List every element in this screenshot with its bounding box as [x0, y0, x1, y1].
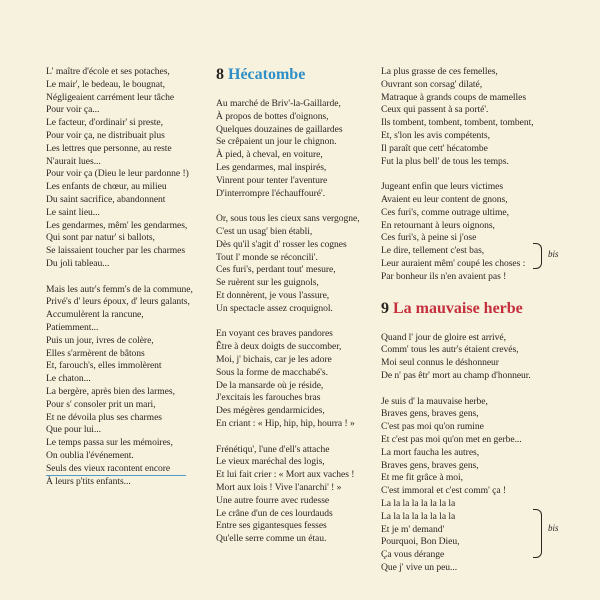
- lyric-line: Des mégères gendarmicides,: [216, 405, 325, 417]
- lyric-line: En retournant à leurs oignons,: [381, 219, 495, 231]
- lyric-line: Braves gens, braves gens,: [381, 408, 479, 420]
- lyric-line: Mort aux lois ! Vive l'anarchi' ! »: [216, 481, 342, 493]
- lyric-line: Le dire, tellement c'est bas,: [381, 245, 485, 257]
- song-9-stanza: [381, 332, 541, 383]
- lyric-line: Les enfants de chœur, au milieu: [46, 181, 167, 193]
- lyric-line: Le temps passa sur les mémoires,: [46, 437, 173, 449]
- lyric-line: Dès qu'il s'agit d' rosser les cognes: [216, 238, 347, 250]
- lyric-line: En voyant ces braves pandores: [216, 328, 333, 340]
- lyric-line: Ça vous dérange: [381, 549, 445, 561]
- lyric-line: Jugeant enfin que leurs victimes: [381, 181, 504, 193]
- lyric-line: C'est immoral et c'est comm' ça !: [381, 485, 507, 497]
- lyric-line: C'est pas moi qu'on rumine: [381, 421, 484, 433]
- lyric-line: Ces furi's, comme outrage ultime,: [381, 206, 509, 218]
- lyric-line: La mort faucha les autres,: [381, 446, 480, 458]
- lyric-line: Et lui fait crier : « Mort aux vaches !: [216, 469, 355, 481]
- left-stanza: [46, 66, 206, 271]
- song-8-number: 8: [216, 66, 224, 83]
- lyric-line: Pour s' consoler prit un mari,: [46, 398, 156, 410]
- lyric-line: Le chaton...: [46, 373, 91, 385]
- lyric-line: De n' pas êtr' mort au champ d'honneur.: [381, 369, 531, 381]
- lyric-line: Et ne dévoila plus ses charmes: [46, 411, 162, 423]
- lyric-line: Du saint sacrifice, abandonnent: [46, 193, 166, 205]
- lyric-line: Une autre fourre avec rudesse: [216, 494, 330, 506]
- lyric-line: Matraque à grands coups de mamelles: [381, 91, 527, 103]
- lyric-line: Le facteur, d'ordinair' si preste,: [46, 117, 163, 129]
- song-9-number: 9: [381, 299, 389, 317]
- lyric-line: On oublia l'événement.: [46, 449, 134, 461]
- lyric-line: Patiemment...: [46, 321, 99, 333]
- lyric-line: Comm' tous les autr's étaient crevés,: [381, 344, 519, 356]
- lyric-line: Un spectacle assez croquignol.: [216, 302, 333, 314]
- song-8-name: Hécatombe: [228, 66, 306, 83]
- lyric-line: Leur auraient mêm' coupé les choses :: [381, 257, 526, 269]
- song-8-stanza: [216, 98, 376, 200]
- left-stanza: [46, 284, 206, 489]
- lyric-line: Elles s'armèrent de bâtons: [46, 347, 145, 359]
- lyric-line: Que j' vive un peu...: [381, 561, 458, 573]
- song-8-title: [216, 66, 376, 84]
- lyric-line: À pied, à cheval, en voiture,: [216, 149, 323, 161]
- lyric-line: Frénétiqu', l'une d'ell's attache: [216, 443, 330, 455]
- lyric-line: Fut la plus bell' de tous les temps.: [381, 155, 509, 167]
- lyric-line: N'aurait lues...: [46, 155, 101, 167]
- lyric-line: Entre ses gigantesques fesses: [216, 520, 327, 532]
- lyric-line: D'interrompre l'échauffouré'.: [216, 187, 326, 199]
- lyric-line: Moi seul connus le déshonneur: [381, 357, 499, 369]
- lyric-line: Les lettres que personne, au reste: [46, 142, 172, 154]
- lyric-line: Vinrent pour tenter l'aventure: [216, 174, 328, 186]
- lyric-line: La bergère, après bien des larmes,: [46, 385, 175, 397]
- lyric-line: De la mansarde où je réside,: [216, 379, 324, 391]
- lyric-line: Les gendarmes, mêm' les gendarmes,: [46, 219, 188, 231]
- lyric-line: Seuls des vieux racontent encore: [46, 462, 171, 474]
- lyric-line: Tout l' monde se réconcili'.: [216, 251, 318, 263]
- bis-brace-1: [533, 243, 542, 269]
- lyric-line: Se ruèrent sur les guignols,: [216, 277, 319, 289]
- lyric-line: Pour voir ça (Dieu le leur pardonne !): [46, 168, 189, 180]
- lyric-line: Mais les autr's femm's de la commune,: [46, 283, 193, 295]
- lyric-line: L' maître d'école et ses potaches,: [46, 66, 170, 77]
- lyric-line: Accumulèrent la rancune,: [46, 309, 144, 321]
- lyric-line: Je suis d' la mauvaise herbe,: [381, 395, 488, 407]
- lyric-line: Par bonheur ils n'en avaient pas !: [381, 270, 507, 282]
- lyric-line: Moi, j' bichais, car je les adore: [216, 353, 332, 365]
- lyric-line: Quand l' jour de gloire est arrivé,: [381, 331, 506, 343]
- lyric-line: Se laissaient toucher par les charmes: [46, 245, 186, 257]
- song-9-lyrics: [381, 332, 541, 575]
- lyric-line: Ces furi's, perdant tout' mesure,: [216, 264, 336, 276]
- lyric-line: Pourquoi, Bon Dieu,: [381, 536, 460, 548]
- song-8-continued-lyrics: [381, 66, 541, 284]
- column-left: [46, 66, 206, 501]
- song-8-stanza: [216, 213, 376, 315]
- lyric-line: Avaient eu leur content de gnons,: [381, 193, 508, 205]
- bis-label-2: bis: [548, 523, 559, 533]
- lyric-line: Ceux qui passent à sa porté'.: [381, 104, 489, 116]
- lyric-line: Sous la forme de macchabé's.: [216, 366, 328, 378]
- lyric-line: Privé's d' leurs époux, d' leurs galants,: [46, 296, 190, 308]
- column-right: [381, 66, 541, 587]
- song-8-lyrics: [216, 98, 376, 546]
- song-9-name: La mauvaise herbe: [393, 299, 523, 317]
- lyric-line: Il paraît que cett' hécatombe: [381, 142, 488, 154]
- song-8-stanza: [216, 444, 376, 546]
- lyric-line: Se crêpaient un jour le chignon.: [216, 136, 337, 148]
- lyric-line: Le mair', le bedeau, le bougnat,: [46, 78, 165, 90]
- column-middle: [216, 66, 376, 559]
- lyric-line: Au marché de Briv'-la-Gaillarde,: [216, 98, 341, 109]
- lyric-line: Et, farouch's, elles immolèrent: [46, 360, 162, 372]
- lyric-line: Ils tombent, tombent, tombent, tombent,: [381, 117, 534, 129]
- lyric-line: À leurs p'tits enfants...: [46, 475, 131, 487]
- lyric-line: Ces furi's, à peine si j'ose: [381, 232, 477, 244]
- column-divider-rule: [46, 475, 186, 476]
- song-9-stanza: [381, 396, 541, 575]
- song-8-stanza: [216, 328, 376, 430]
- song-8-cont-stanza: [381, 66, 541, 168]
- bis-label-1: bis: [548, 249, 559, 259]
- lyric-line: Le vieux maréchal des logis,: [216, 456, 325, 468]
- lyric-line: À propos de bottes d'oignons,: [216, 110, 329, 122]
- lyric-line: Et c'est pas moi qu'on met en gerbe...: [381, 433, 522, 445]
- lyric-line: Les gendarmes, mal inspirés,: [216, 161, 327, 173]
- lyric-line: Qui sont par natur' si ballots,: [46, 232, 155, 244]
- lyric-line: Être à deux doigts de succomber,: [216, 341, 342, 353]
- lyric-line: C'est un usag' bien établi,: [216, 225, 313, 237]
- bis-brace-2: [533, 509, 542, 558]
- lyric-line: Négligeaient carrément leur tâche: [46, 91, 175, 103]
- lyric-line: Quelques douzaines de gaillardes: [216, 123, 343, 135]
- lyric-line: Le crâne d'un de ces lourdauds: [216, 507, 333, 519]
- lyric-line: En criant : « Hip, hip, hip, hourra ! »: [216, 417, 355, 429]
- lyric-line: Que pour lui...: [46, 424, 101, 436]
- lyric-line: Ouvrant son corsag' dilaté,: [381, 78, 483, 90]
- lyric-line: Et je m' demand': [381, 523, 445, 535]
- lyric-line: La la la la la la la la: [381, 510, 456, 522]
- lyric-line: Pour voir ça, ne distribuait plus: [46, 129, 165, 141]
- lyric-line: Du joli tableau...: [46, 257, 110, 269]
- lyric-line: Et, s'lon les avis compétents,: [381, 129, 490, 141]
- lyric-line: Puis un jour, ivres de colère,: [46, 334, 154, 346]
- lyric-line: Et me fit grâce à moi,: [381, 472, 464, 484]
- lyric-line: Braves gens, braves gens,: [381, 459, 479, 471]
- song-9-title: [381, 300, 541, 318]
- lyric-line: La plus grasse de ces femelles,: [381, 66, 498, 77]
- lyric-line: Or, sous tous les cieux sans vergogne,: [216, 213, 360, 225]
- lyric-line: J'excitais les farouches bras: [216, 392, 321, 404]
- lyric-line: Et donnèrent, je vous l'assure,: [216, 289, 330, 301]
- lyric-line: Qu'elle serre comme un étau.: [216, 533, 327, 545]
- lyric-line: Pour voir ça...: [46, 104, 100, 116]
- lyric-line: La la la la la la la la: [381, 497, 456, 509]
- lyric-line: Le saint lieu...: [46, 206, 100, 218]
- song-8-cont-stanza: [381, 181, 541, 283]
